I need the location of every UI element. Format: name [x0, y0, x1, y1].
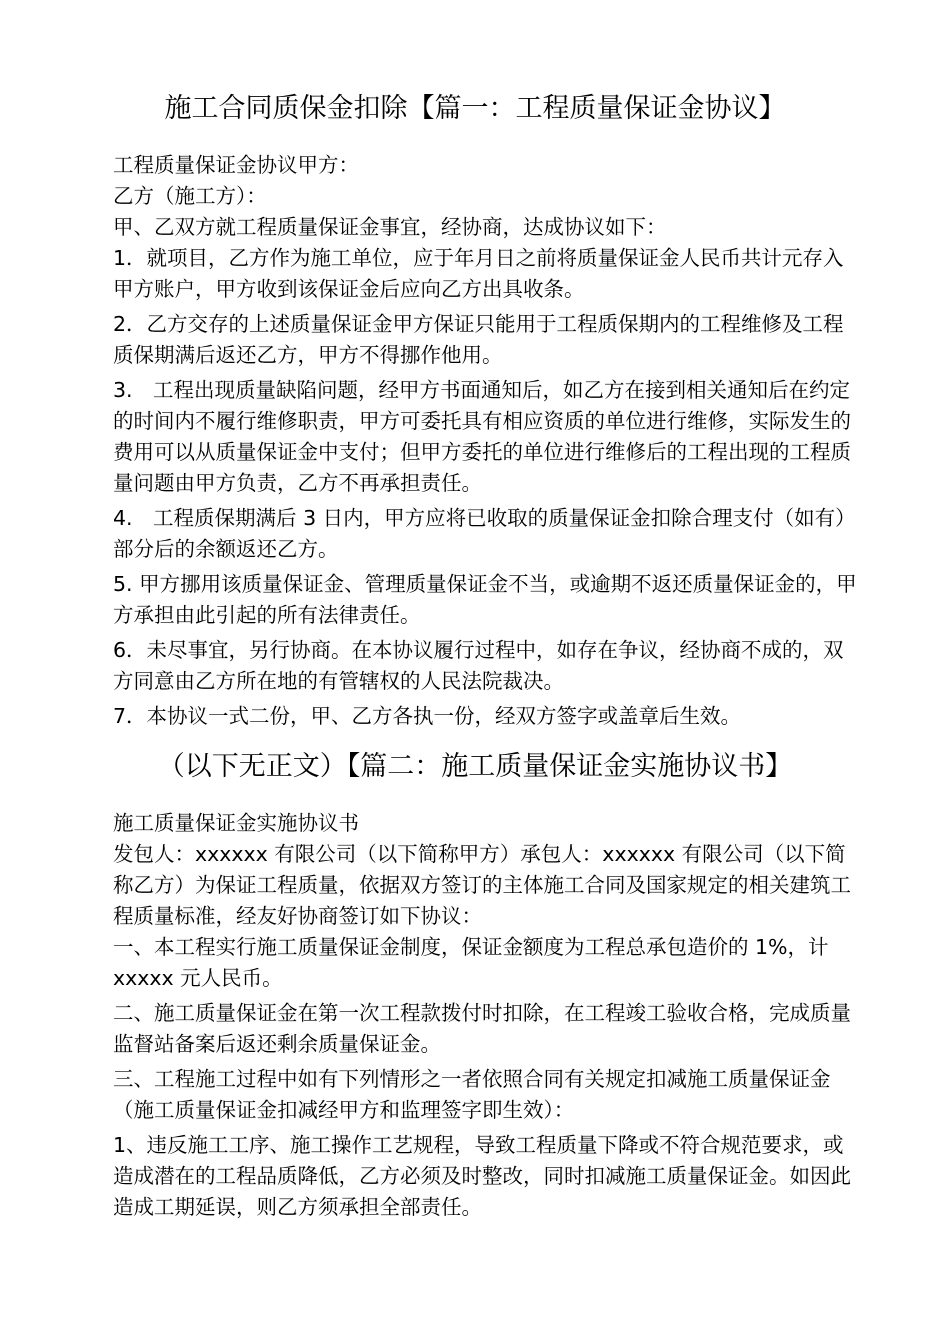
paragraph: 4. 工程质保期满后 3 日内，甲方应将已收取的质量保证金扣除合理支付（如有）部分后的余额返还乙方。 [113, 506, 856, 561]
paragraph: 2．乙方交存的上述质量保证金甲方保证只能用于工程质保期内的工程维修及工程质保期满后返还乙方，甲方不得挪作他用。 [113, 312, 844, 367]
paragraph: 5. 甲方挪用该质量保证金、管理质量保证金不当，或逾期不返还质量保证金的，甲方承担由此引起的所有法律责任。 [113, 572, 857, 627]
paragraph: 1、违反施工工序、施工操作工艺规程，导致工程质量下降或不符合规范要求，或造成潜在的工程品质降低，乙方必须及时整改，同时扣减施工质量保证金。如因此造成工期延误，则乙方须承担全部责任。 [113, 1133, 851, 1219]
document-title-1: 施工合同质保金扣除【篇一：工程质量保证金协议】 [164, 93, 786, 124]
paragraph: 三、工程施工过程中如有下列情形之一者依照合同有关规定扣减施工质量保证金（施工质量保证金扣减经甲方和监理签字即生效）： [113, 1067, 831, 1122]
paragraph: 甲、乙双方就工程质量保证金事宜，经协商，达成协议如下： [113, 215, 667, 239]
paragraph: 7．本协议一式二份，甲、乙方各执一份，经双方签字或盖章后生效。 [113, 704, 742, 728]
paragraph: 工程质量保证金协议甲方： [113, 153, 359, 177]
paragraph: 二、施工质量保证金在第一次工程款拨付时扣除，在工程竣工验收合格，完成质量监督站备案后返还剩余质量保证金。 [113, 1001, 851, 1056]
paragraph: 发包人：xxxxxx 有限公司（以下简称甲方）承包人：xxxxxx 有限公司（以下简称乙方）为保证工程质量，依据双方签订的主体施工合同及国家规定的相关建筑工程质量标准，经友好协商签订如下协议： [113, 842, 851, 928]
section-1-body [113, 150, 858, 732]
paragraph: 施工质量保证金实施协议书 [113, 811, 359, 835]
document-title-2: （以下无正文）【篇二：施工质量保证金实施协议书】 [157, 751, 793, 782]
paragraph: 乙方（施工方）： [113, 184, 267, 208]
paragraph: 6．未尽事宜，另行协商。在本协议履行过程中，如存在争议，经协商不成的，双方同意由乙方所在地的有管辖权的人民法院裁决。 [113, 638, 844, 693]
paragraph: 一、本工程实行施工质量保证金制度，保证金额度为工程总承包造价的 1%，计 xxxxx 元人民币。 [113, 935, 829, 990]
paragraph: 3. 工程出现质量缺陷问题，经甲方书面通知后，如乙方在接到相关通知后在约定的时间内不履行维修职责，甲方可委托具有相应资质的单位进行维修，实际发生的费用可以从质量保证金中支付；但甲方委托的单位进行维修后的工程出现的工程质量问题由甲方负责，乙方不再承担责任。 [113, 378, 851, 495]
section-2-body [113, 808, 858, 1223]
paragraph: 1．就项目，乙方作为施工单位，应于年月日之前将质量保证金人民币共计元存入甲方账户，甲方收到该保证金后应向乙方出具收条。 [113, 246, 844, 301]
